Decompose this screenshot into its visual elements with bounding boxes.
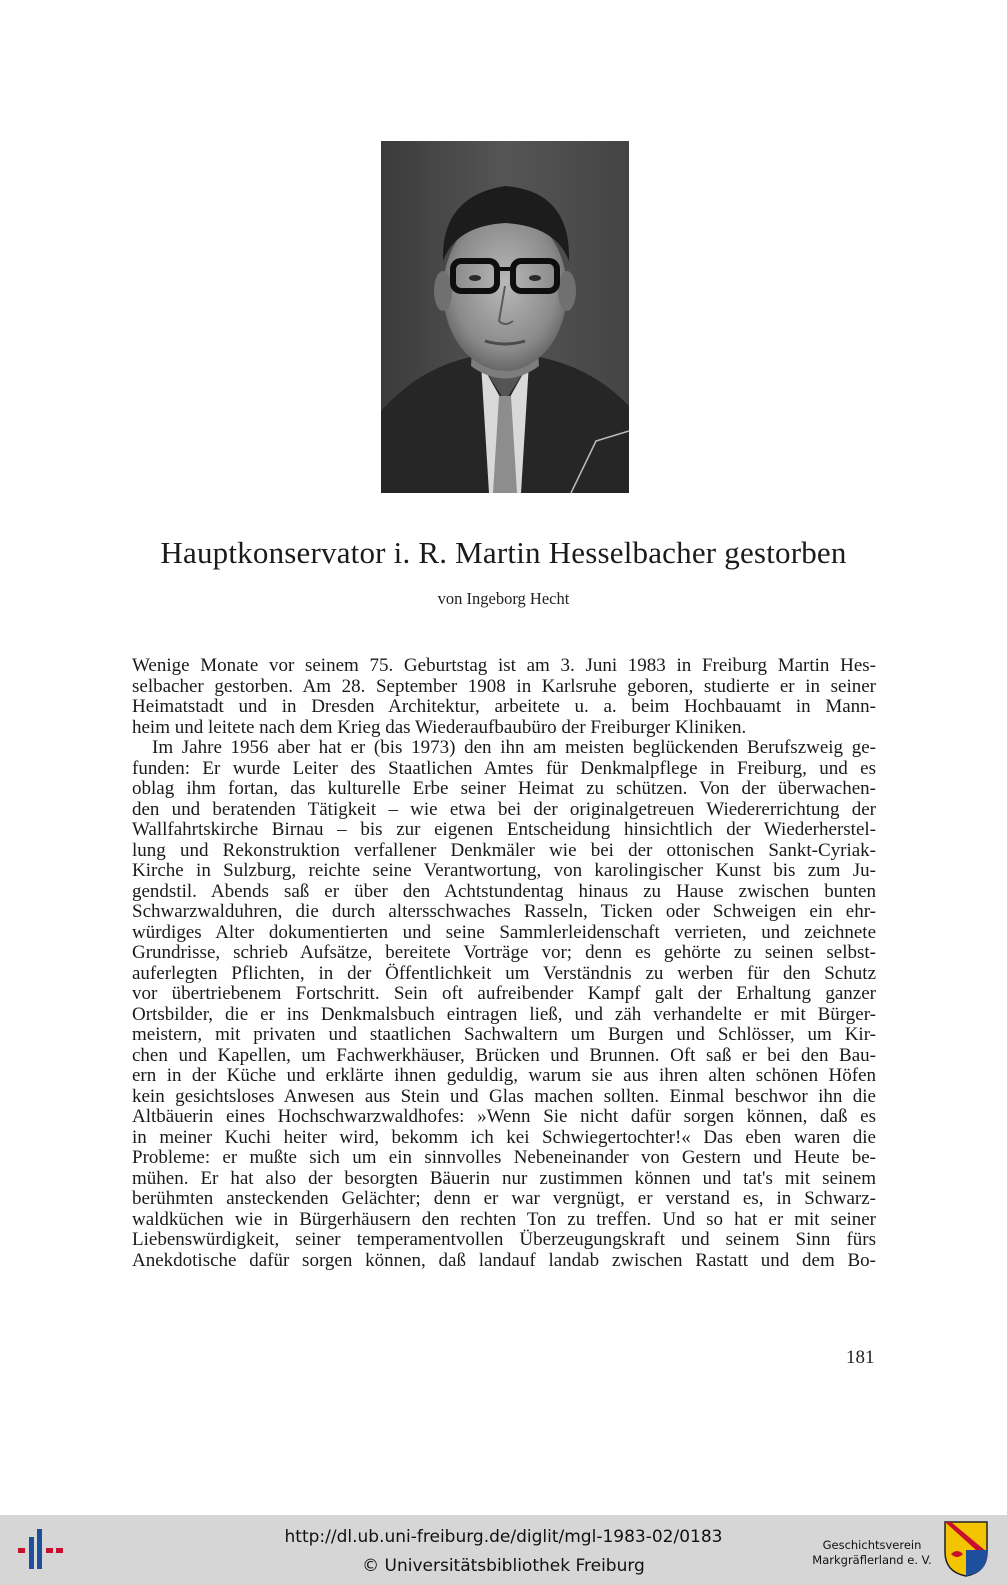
body-line: Wenige Monate vor seinem 75. Geburtstag ist am 3. Juni 1983 in Freiburg Martin Hes- [132,655,876,676]
page-number: 181 [846,1347,875,1368]
article-byline: von Ingeborg Hecht [437,589,570,608]
body-line: Probleme: er mußte sich um ein sinnvolles Nebeneinander von Gestern und Heute be- [132,1147,876,1168]
body-line: Heimatstadt und in Dresden Architektur, arbeitete u. a. beim Hochbauamt in Mann- [132,696,876,717]
footer-society-name [812,1538,932,1568]
article-body [132,656,876,1271]
article-title: Hauptkonservator i. R. Martin Hesselbacher gestorben [160,535,847,570]
body-line: meistern, mit privaten und staatlichen Sachwaltern um Burgen und Schlösser, um Kir- [132,1024,876,1045]
society-line-1: Geschichtsverein [822,1538,922,1552]
body-line: den und beratenden Tätigkeit – wie etwa bei der originalgetreuen Wiedererrichtung der [132,798,876,820]
footer-url-link[interactable]: http://dl.ub.uni-freiburg.de/diglit/mgl-1983-02/0183 [284,1527,723,1547]
body-line: chen und Kapellen, um Fachwerkhäuser, Brücken und Brunnen. Oft saß er bei den Bau- [132,1044,876,1066]
body-line: funden: Er wurde Leiter des Staatlichen Amtes für Denkmalpflege in Freiburg, und es [132,757,876,779]
body-line: auferlegten Pflichten, in der Öffentlichkeit um Verständnis zu werben für den Schutz [132,962,876,984]
body-line: Anekdotische dafür sorgen können, daß landauf landab zwischen Rastatt und dem Bo- [132,1249,876,1271]
body-line: gendstil. Abends saß er über den Achtstundentag hinaus zu Hause zwischen bunten [132,880,876,902]
body-line: berühmten ansteckenden Gelächter; denn er war vergnügt, er verstand es, in Schwarz- [132,1188,876,1209]
body-line: in meiner Kuchi heiter wird, bekomm ich kei Schwiegertochter!« Das eben waren die [132,1126,876,1148]
body-line: waldküchen wie in Bürgerhäusern den rechten Ton zu treffen. Und so hat er mit seiner [132,1208,876,1230]
body-line: selbacher gestorben. Am 28. September 1908 in Karlsruhe geboren, studierte er in seiner [132,675,876,697]
body-line: Kirche in Sulzburg, reichte seine Verantwortung, von karolingischer Kunst bis zum Ju- [132,860,876,881]
body-line: ern in der Küche und erklärte ihnen geduldig, warum sie aus ihren alten schönen Höfen [132,1065,876,1086]
body-line: lung und Rekonstruktion verfallener Denkmäler wie bei der ottonischen Sankt-Cyriak- [132,839,876,861]
body-line: Schwarzwalduhren, die durch altersschwaches Rasseln, Ticken oder Schweigen ein ehr- [132,901,876,922]
footer-copyright: © Universitätsbibliothek Freiburg [362,1556,645,1576]
body-line: Ortsbilder, die er ins Denkmalsbuch eintragen ließ, und zäh verhandelte er mit Bürger- [132,1003,876,1025]
body-line: Liebenswürdigkeit, seiner temperamentvollen Überzeugungskraft und seinem Sinn fürs [132,1229,876,1250]
society-crest-icon [943,1520,989,1578]
body-line: Altbäuerin eines Hochschwarzwaldhofes: »Wenn Sie nicht dafür sorgen können, daß es [132,1106,876,1127]
footer-bar [0,1515,1007,1585]
body-line: würdiges Alter dokumentierten und seine Sammlerleidenschaft verrieten, und zeichnete [132,921,876,943]
body-line: Im Jahre 1956 aber hat er (bis 1973) den ihn am meisten beglückenden Berufszweig ge- [152,737,876,758]
portrait-photo [381,141,629,493]
society-line-2: Markgräflerland e. V. [812,1553,932,1567]
body-line: Grundrisse, schrieb Aufsätze, bereitete Vorträge vor; denn es gehörte zu seinen selbst- [132,942,876,963]
portrait-image [381,141,629,493]
body-line: heim und leitete nach dem Krieg das Wiederaufbaubüro der Freiburger Kliniken. [132,716,747,738]
body-line: mühen. Er hat also der besorgten Bäuerin nur zustimmen können und tat's mit seinem [132,1167,876,1189]
body-line: kein gesichtsloses Anwesen aus Stein und Glas machen sollten. Einmal beschwor ihn die [132,1085,876,1107]
body-line: vor übertriebenem Fortschritt. Sein oft aufreibender Kampf galt der Erhaltung ganzer [132,983,876,1004]
body-line: Wallfahrtskirche Birnau – bis zur eigenen Entscheidung hinsichtlich der Wiederherstel- [132,819,876,840]
body-line: oblag ihm fortan, das kulturelle Erbe seiner Heimat zu schützen. Von der überwachen- [132,778,876,799]
